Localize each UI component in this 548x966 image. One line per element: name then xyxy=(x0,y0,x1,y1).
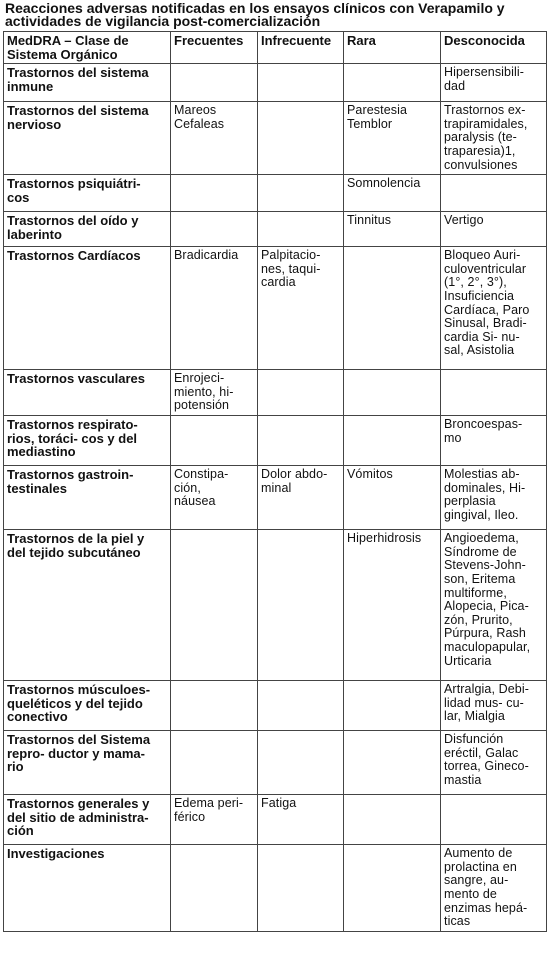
rare-cell xyxy=(344,247,441,370)
rare-cell xyxy=(344,416,441,466)
rare-cell: Tinnitus xyxy=(344,212,441,247)
rare-cell: Vómitos xyxy=(344,466,441,530)
frequent-cell: Constipa- ción, náusea xyxy=(171,466,258,530)
organ-class-cell: Trastornos generales y del sitio de administra- ción xyxy=(4,795,171,845)
frequent-cell xyxy=(171,416,258,466)
infrequent-cell xyxy=(258,212,344,247)
rare-cell xyxy=(344,64,441,102)
organ-class-cell: Trastornos músculoes- queléticos y del tejido conectivo xyxy=(4,681,171,731)
unknown-cell: Molestias ab- dominales, Hi- perplasia gingival, Ileo. xyxy=(441,466,547,530)
infrequent-cell: Palpitacio- nes, taqui- cardia xyxy=(258,247,344,370)
frequent-cell xyxy=(171,64,258,102)
header-row xyxy=(4,32,547,64)
frequent-cell xyxy=(171,731,258,795)
unknown-cell xyxy=(441,795,547,845)
organ-class-cell: Trastornos de la piel y del tejido subcutáneo xyxy=(4,530,171,681)
frequent-cell: Enrojeci- miento, hi- potensión xyxy=(171,370,258,416)
unknown-cell xyxy=(441,175,547,212)
organ-class-cell: Trastornos psiquiátri- cos xyxy=(4,175,171,212)
organ-class-cell: Trastornos Cardíacos xyxy=(4,247,171,370)
infrequent-cell xyxy=(258,845,344,932)
infrequent-cell xyxy=(258,416,344,466)
unknown-cell: Aumento de prolactina en sangre, au- mento de enzimas hepá- ticas xyxy=(441,845,547,932)
rare-cell xyxy=(344,731,441,795)
frequent-cell xyxy=(171,175,258,212)
infrequent-cell xyxy=(258,530,344,681)
infrequent-cell xyxy=(258,175,344,212)
unknown-cell xyxy=(441,370,547,416)
table-row xyxy=(4,370,547,416)
frequent-cell xyxy=(171,845,258,932)
frequent-cell: Mareos Cefaleas xyxy=(171,102,258,175)
rare-cell xyxy=(344,370,441,416)
rare-cell: Parestesia Temblor xyxy=(344,102,441,175)
table-body xyxy=(4,64,547,932)
table-row xyxy=(4,530,547,681)
table-row xyxy=(4,681,547,731)
organ-class-cell: Trastornos del sistema inmune xyxy=(4,64,171,102)
unknown-cell: Bloqueo Auri- culoventricular (1°, 2°, 3°), Insuficiencia Cardíaca, Paro Sinusal, Bradi- cardia Si- nu- sal, Asistolia xyxy=(441,247,547,370)
table-row xyxy=(4,795,547,845)
infrequent-cell: Dolor abdo- minal xyxy=(258,466,344,530)
organ-class-cell: Trastornos del Sistema repro- ductor y mama- rio xyxy=(4,731,171,795)
table-row xyxy=(4,466,547,530)
organ-class-cell: Trastornos del oído y laberinto xyxy=(4,212,171,247)
rare-cell xyxy=(344,795,441,845)
rare-cell: Somnolencia xyxy=(344,175,441,212)
rare-cell xyxy=(344,681,441,731)
infrequent-cell xyxy=(258,681,344,731)
frequent-cell xyxy=(171,212,258,247)
table-row xyxy=(4,731,547,795)
unknown-cell: Angioedema, Síndrome de Stevens-John- son, Eritema multiforme, Alopecia, Pica- zón, Prurito, Púrpura, Rash maculopapular, Urticaria xyxy=(441,530,547,681)
rare-cell xyxy=(344,845,441,932)
infrequent-cell xyxy=(258,731,344,795)
table-row xyxy=(4,416,547,466)
unknown-cell: Disfunción eréctil, Galac torrea, Gineco- mastia xyxy=(441,731,547,795)
header-unknown: Desconocida xyxy=(441,32,547,64)
frequent-cell xyxy=(171,530,258,681)
frequent-cell xyxy=(171,681,258,731)
header-frequent: Frecuentes xyxy=(171,32,258,64)
table-row xyxy=(4,212,547,247)
unknown-cell: Trastornos ex- trapiramidales, paralysis (te- traparesia)1, convulsiones xyxy=(441,102,547,175)
infrequent-cell xyxy=(258,64,344,102)
infrequent-cell: Fatiga xyxy=(258,795,344,845)
organ-class-cell: Trastornos gastroin- testinales xyxy=(4,466,171,530)
frequent-cell: Bradicardia xyxy=(171,247,258,370)
infrequent-cell xyxy=(258,370,344,416)
unknown-cell: Vertigo xyxy=(441,212,547,247)
table-title: Reacciones adversas notificadas en los ensayos clínicos con Verapamilo y actividades de vigilancia post-comercialización xyxy=(5,0,505,29)
rare-cell: Hiperhidrosis xyxy=(344,530,441,681)
table-row xyxy=(4,845,547,932)
organ-class-cell: Investigaciones xyxy=(4,845,171,932)
unknown-cell: Broncoespas- mo xyxy=(441,416,547,466)
organ-class-cell: Trastornos vasculares xyxy=(4,370,171,416)
unknown-cell: Artralgia, Debi- lidad mus- cu- lar, Mialgia xyxy=(441,681,547,731)
header-rare: Rara xyxy=(344,32,441,64)
organ-class-cell: Trastornos respirato- rios, toráci- cos y del mediastino xyxy=(4,416,171,466)
table-row xyxy=(4,247,547,370)
table-row xyxy=(4,64,547,102)
frequent-cell: Edema peri- férico xyxy=(171,795,258,845)
infrequent-cell xyxy=(258,102,344,175)
adverse-reactions-table xyxy=(3,31,547,932)
header-infrequent: Infrecuente xyxy=(258,32,344,64)
header-organ-class: MedDRA – Clase de Sistema Orgánico xyxy=(4,32,171,64)
table-row xyxy=(4,175,547,212)
organ-class-cell: Trastornos del sistema nervioso xyxy=(4,102,171,175)
table-row xyxy=(4,102,547,175)
unknown-cell: Hipersensibili- dad xyxy=(441,64,547,102)
